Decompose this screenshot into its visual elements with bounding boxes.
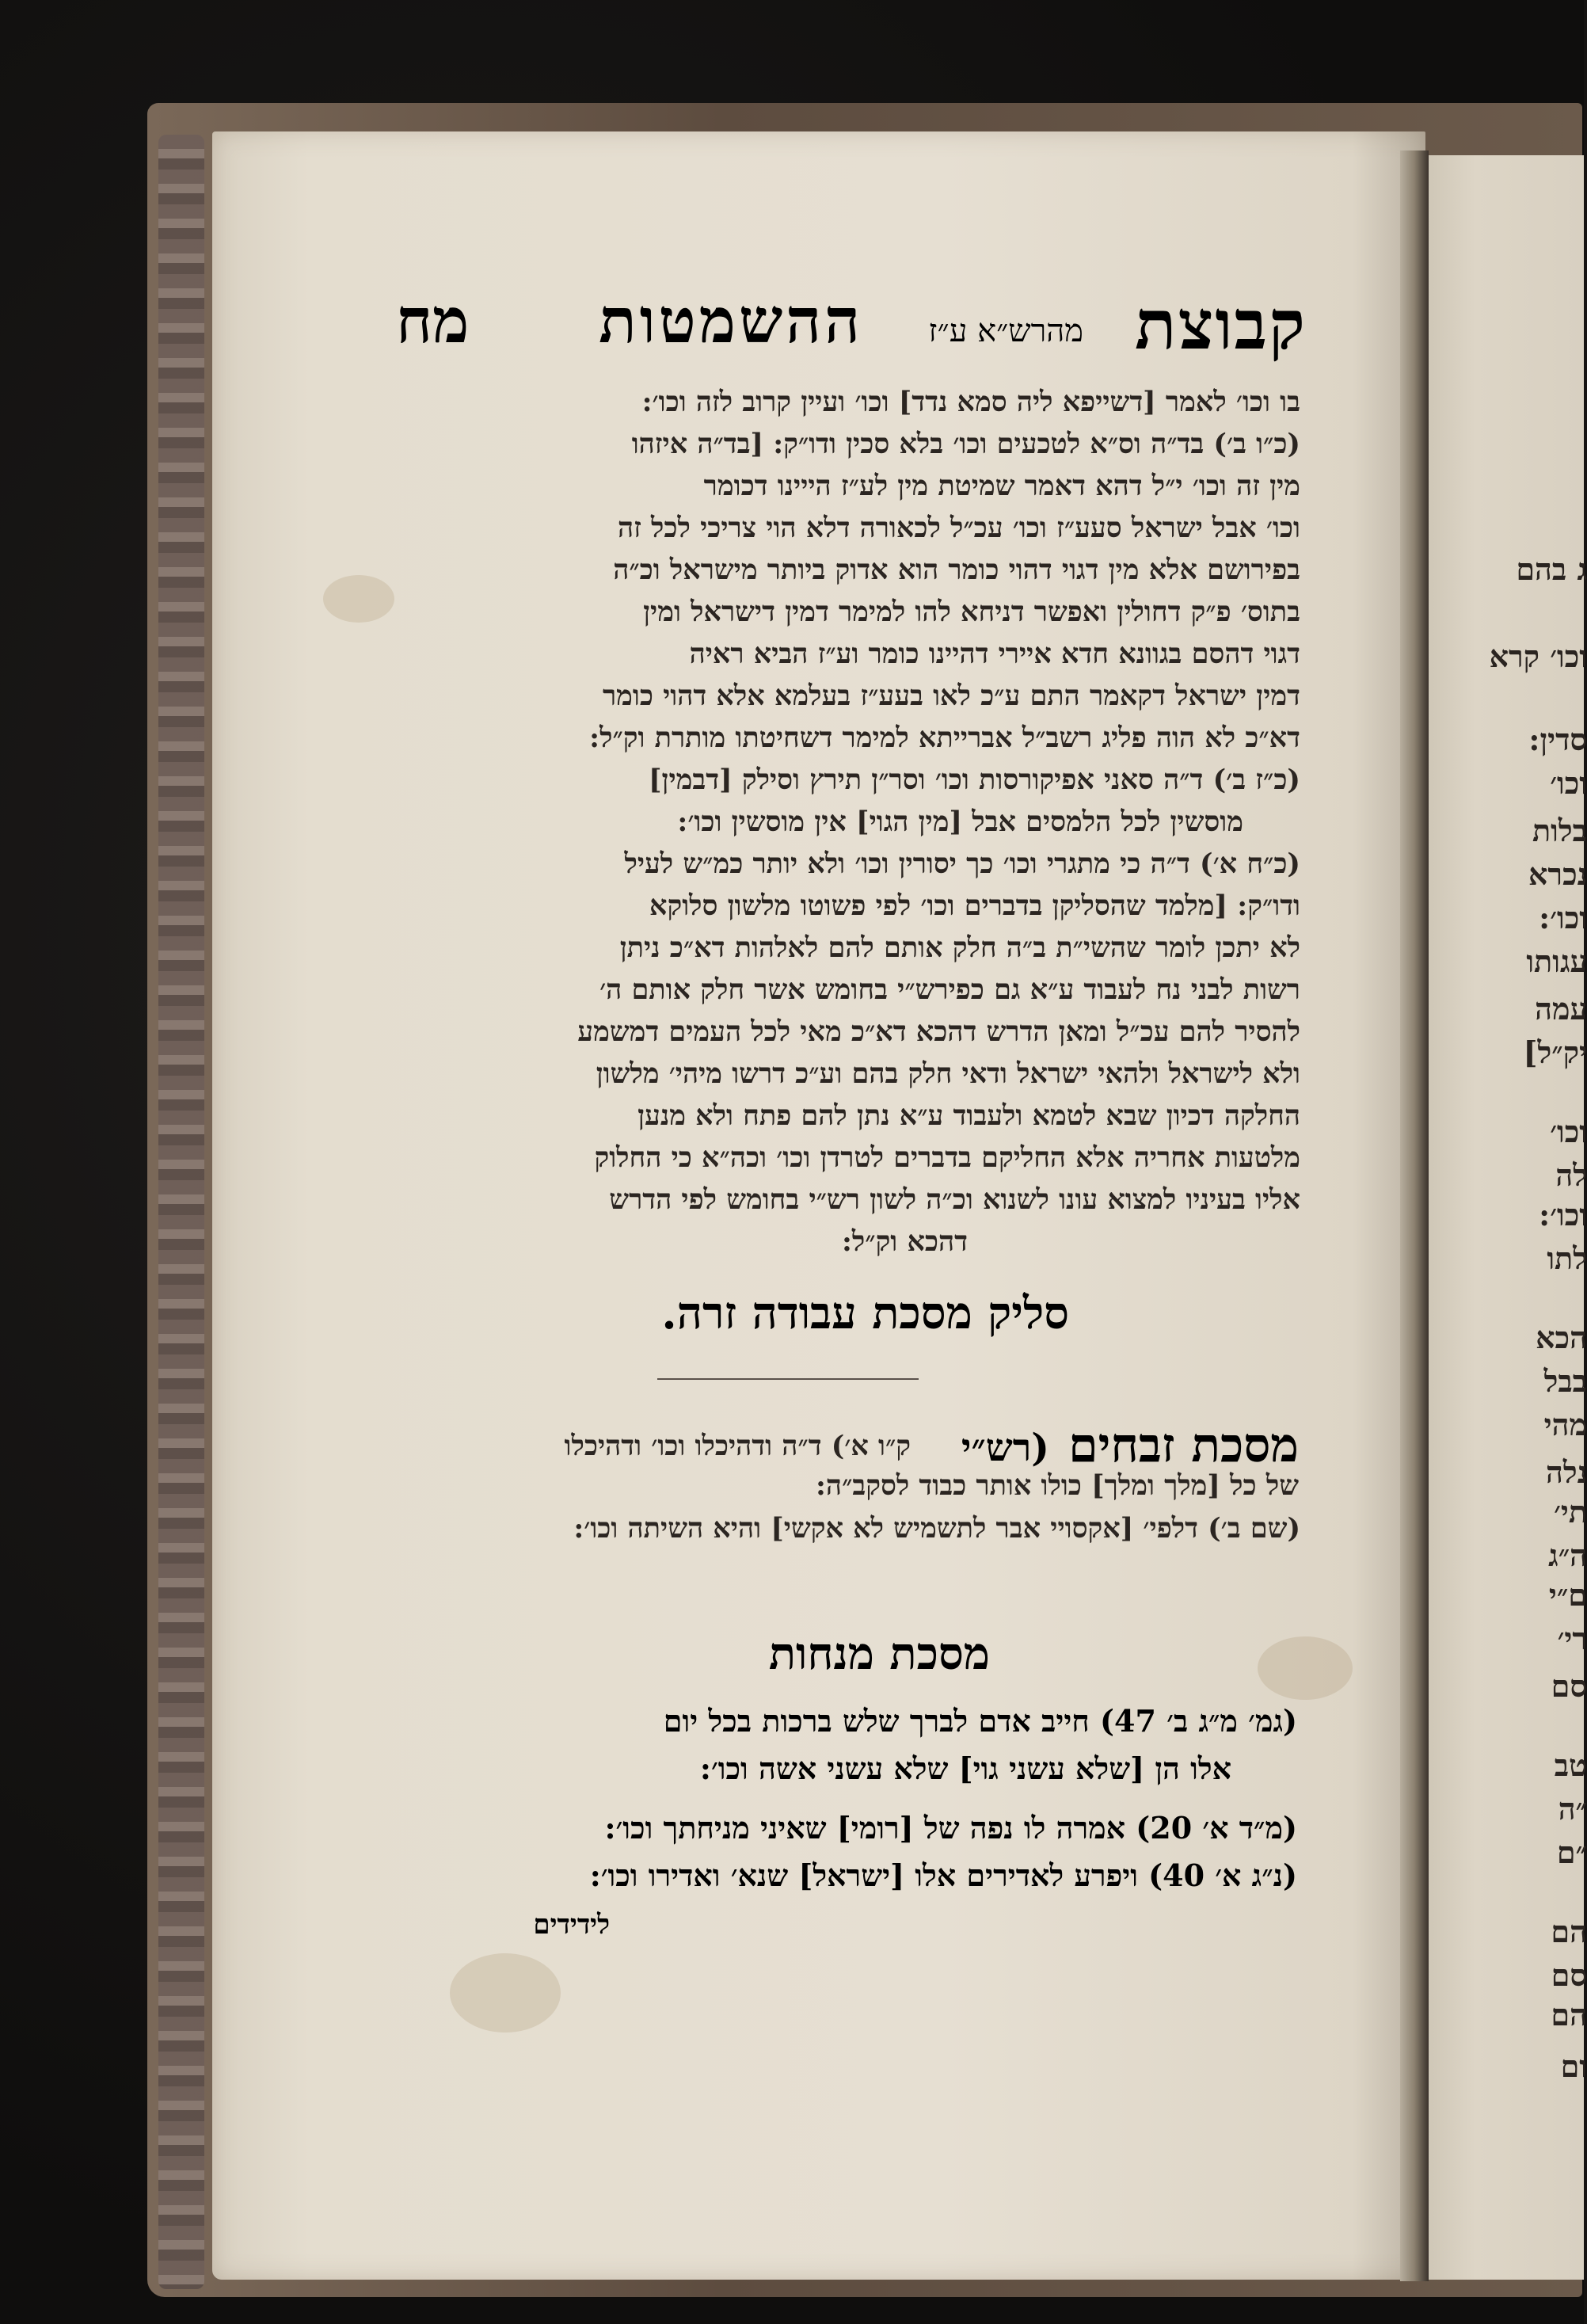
commentary-line: בפירושם אלא מין דגוי דהוי כומר הוא אדוק ביותר מישראל וכ״ה bbox=[613, 554, 1300, 586]
commentary-line: אליו בעיניו למצוא עונו לשנוא וכ״ה לשון רש״י בחומש לפי הדרש bbox=[609, 1183, 1300, 1216]
commentary-line: לא יתכן לומר שהשי״ת ב״ה חלק אותם להם לאלהות דא״כ ניתן bbox=[619, 932, 1300, 964]
facing-page-fragment: וכו׳: bbox=[1539, 1197, 1587, 1232]
menachot-line: אלו הן [שלא עשני גוי] שלא עשני אשה וכו׳: bbox=[699, 1751, 1231, 1786]
facing-page-fragment: ום bbox=[1560, 2048, 1587, 2084]
facing-page-fragment: נלה bbox=[1546, 1454, 1587, 1490]
facing-page-fragment: ה״ג bbox=[1548, 1537, 1587, 1573]
section-divider bbox=[657, 1378, 919, 1380]
commentary-line: (כ״ו ב׳) בד״ה וס״א לטכעים וכו׳ בלא סכין ודו״ק: [בד״ה איזהו bbox=[631, 428, 1300, 460]
facing-page-fragment: עגותו bbox=[1526, 943, 1587, 979]
header-subject: ההשמטות bbox=[599, 285, 863, 357]
commentary-line: בו וכו׳ לאמר [דשייפא ליה סמא נדד] וכו׳ ועיין קרוב לזה וכו׳: bbox=[641, 386, 1300, 418]
commentary-line: וכו׳ אבל ישראל סעע״ז וכו׳ עכ״ל לכאורה דלא הוי צריכי לכל זה bbox=[617, 512, 1300, 544]
facing-page-fragment: הם bbox=[1551, 1997, 1587, 2033]
commentary-line: בתוס׳ פ״ק דחולין ואפשר דניחא להו למימר דמין דישראל ומין bbox=[643, 596, 1300, 628]
commentary-line: רשות לבני נח לעבוד ע״א גם כפירש״י בחומש אשר חלק אותם ה׳ bbox=[599, 973, 1300, 1006]
facing-page-fragment: וכו׳ קרא bbox=[1489, 638, 1587, 674]
facing-page-fragment: ״ה bbox=[1558, 1791, 1587, 1827]
commentary-line: להסיר להם עכ״ל ומאן הדרש דהכא דא״כ מאי לכל העמים דמשמע bbox=[577, 1015, 1300, 1048]
facing-page-fragment: וכו׳: bbox=[1539, 900, 1587, 935]
zevachim-line: (שם ב׳) דלפי׳ [אקסויי אבר לתשמיש לא אקשי] והיא השיתה וכו׳: bbox=[573, 1512, 1300, 1545]
facing-page-fragment: ״ם bbox=[1556, 1834, 1587, 1870]
facing-page-fragment: סדין: bbox=[1528, 722, 1587, 757]
facing-page-fragment: הם bbox=[1551, 1914, 1587, 1949]
binding-edge bbox=[158, 135, 204, 2289]
facing-page-fragment: יק״ל] bbox=[1523, 1034, 1587, 1070]
menachot-line: (מ״ד א׳ 20) אמרה לו נפה של [רומי] שאיני מניחתך וכו׳: bbox=[604, 1810, 1297, 1846]
header-author: מהרש״א ע״ז bbox=[928, 313, 1083, 349]
facing-page-fragment: וכו׳ bbox=[1550, 765, 1587, 801]
facing-page-fragment: רי׳ bbox=[1557, 1621, 1587, 1656]
commentary-line: דהכא וק״ל: bbox=[841, 1225, 968, 1258]
menachot-title: מסכת מנחות bbox=[768, 1628, 990, 1680]
facing-page-fragment: הכא bbox=[1536, 1320, 1587, 1355]
header-title: קבוצת bbox=[1135, 285, 1307, 365]
menachot-catchword: לידידים bbox=[533, 1909, 610, 1941]
menachot-line: (נ״ג א׳ 40) ויפרע לאדירים אלו [ישראל] שנא׳ ואדירו וכו׳: bbox=[589, 1857, 1297, 1893]
commentary-line: מין זה וכו׳ י״ל דהא דאמר שמיטת מין לע״ז הייינו דכומר bbox=[703, 470, 1300, 502]
facing-page-fragment: וכו׳ bbox=[1550, 1114, 1587, 1149]
facing-page-fragment: סם bbox=[1551, 1957, 1587, 1993]
zevachim-title: מסכת זבחים bbox=[1068, 1418, 1299, 1473]
commentary-line: מוסשין לכל הלמסים אבל [מין הגוי] אין מוסשין וכו׳: bbox=[677, 806, 1243, 838]
facing-page-fragment: מהי bbox=[1543, 1407, 1587, 1442]
zevachim-rashi-label: (רש״י bbox=[961, 1426, 1049, 1470]
facing-page-fragment: לה bbox=[1555, 1157, 1587, 1193]
facing-page-fragment: בלות bbox=[1532, 813, 1587, 848]
facing-page-fragment: לתו bbox=[1547, 1240, 1587, 1276]
facing-page-fragment: ג בהם bbox=[1516, 551, 1587, 587]
zevachim-line: של כל [מלך ומלך] כולו אותר כבוד לסקב״ה: bbox=[816, 1469, 1299, 1502]
facing-page-fragment: טב bbox=[1554, 1747, 1587, 1783]
commentary-line: דגוי דהסם בגוונא חדא איירי דהיינו כומר וע״ז הביא ראיה bbox=[689, 638, 1300, 670]
commentary-line: ודו״ק: [מלמד שהסליקן בדברים וכו׳ לפי פשוטו מלשון סלוקא bbox=[649, 890, 1300, 922]
commentary-line: דא״כ לא הוה פליג רשב״ל אברייתא למימר דשחיטתו מותרת וק״ל: bbox=[589, 722, 1300, 754]
commentary-line: החלקה דכיון שבא לטמא ולעבוד ע״א נתן להם פתח ולא מנען bbox=[637, 1099, 1300, 1132]
commentary-line: (כ״ח א׳) ד״ה כי מתגרי וכו׳ כך יסורין וכו׳ ולא יותר כמ״ש לעיל bbox=[624, 848, 1300, 880]
facing-page bbox=[1429, 155, 1587, 2280]
running-header bbox=[396, 285, 1307, 372]
facing-page-fragment: נכרא bbox=[1528, 856, 1587, 892]
foxing-spot bbox=[1258, 1636, 1353, 1700]
commentary-line: ולא לישראל ולהאי ישראל ודאי חלק בהם וע״כ דרשו מיהי׳ מלשון bbox=[596, 1057, 1300, 1090]
foxing-spot bbox=[450, 1953, 561, 2033]
page-gutter bbox=[1400, 150, 1429, 2281]
facing-page-fragment: בבל bbox=[1543, 1363, 1587, 1399]
facing-page-fragment: עמה bbox=[1535, 991, 1587, 1027]
commentary-line: דמין ישראל דקאמר התם ע״כ לאו בעע״ז בעלמא אלא דהוי כומר bbox=[602, 680, 1300, 712]
facing-page-fragment: ם״י bbox=[1548, 1577, 1587, 1613]
facing-page-fragment: תי׳ bbox=[1554, 1494, 1587, 1530]
facing-page-fragment: סם bbox=[1551, 1668, 1587, 1704]
menachot-line: (גמ׳ מ״ג ב׳ 47) חייב אדם לברך שלש ברכות בכל יום bbox=[663, 1703, 1297, 1739]
commentary-line: מלטעות אחריה אלא החליקם בדברים לטרדן וכו׳ וכה״א כי החלוק bbox=[594, 1141, 1300, 1174]
foxing-spot bbox=[323, 575, 394, 623]
zevachim-line: ק״ו א׳) ד״ה ודהיכלו וכו׳ ודהיכלו bbox=[564, 1430, 911, 1462]
commentary-line: (כ״ז ב׳) ד״ה סאני אפיקורסות וכו׳ וסר״ן תירץ וסילק [דבמין] bbox=[648, 764, 1300, 796]
tractate-closing: סליק מסכת עבודה זרה. bbox=[661, 1287, 1069, 1339]
page-number: מח bbox=[396, 285, 470, 357]
